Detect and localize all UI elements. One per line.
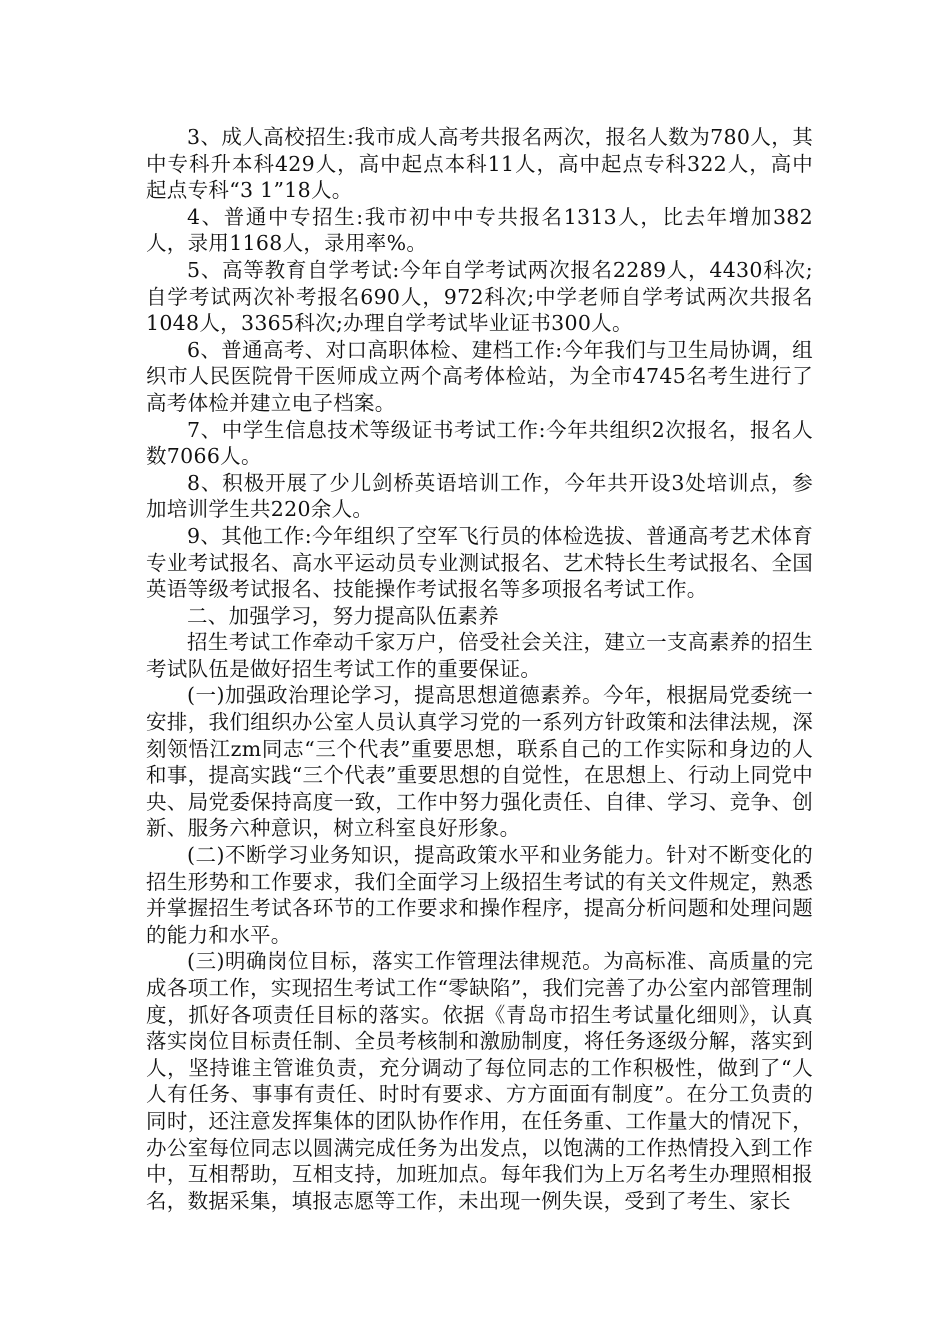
paragraph-physical-exam-archive: 6、普通高考、对口高职体检、建档工作:今年我们与卫生局协调，组织市人民医院骨干医师成立两个高考体检站，为全市4745名考生进行了高考体检并建立电子档案。 (146, 337, 813, 415)
paragraph-post-targets-management: (三)明确岗位目标，落实工作管理法律规范。为高标准、高质量的完成各项工作，实现招生考试工作“零缺陷”，我们完善了办公室内部管理制度，抓好各项责任目标的落实。依据《青岛市招生考试量化细则》，认真落实岗位目标责任制、全员考核制和激励制度，将任务逐级分解，落实到人，坚持谁主管谁负责，充分调动了每位同志的工作积极性，做到了“人人有任务、事事有责任、时时有要求、方方面面有制度”。在分工负责的同时，还注意发挥集体的团队协作作用，在任务重、工作量大的情况下，办公室每位同志以圆满完成任务为出发点，以饱满的工作热情投入到工作中，互相帮助，互相支持，加班加点。每年我们为上万名考生办理照相报名，数据采集，填报志愿等工作，未出现一例失误，受到了考生、家长 (146, 949, 813, 1213)
paragraph-secondary-vocational-enrollment: 4、普通中专招生:我市初中中专共报名1313人，比去年增加382人，录用1168人，录用率%。 (146, 204, 813, 256)
paragraph-other-work: 9、其他工作:今年组织了空军飞行员的体检选拔、普通高考艺术体育专业考试报名、高水平运动员专业测试报名、艺术特长生考试报名、全国英语等级考试报名、技能操作考试报名等多项报名考试工作。 (146, 523, 813, 602)
paragraph-political-theory-study: (一)加强政治理论学习，提高思想道德素养。今年，根据局党委统一安排，我们组织办公室人员认真学习党的一系列方针政策和法律法规，深刻领悟江zm同志“三个代表”重要思想，联系自己的工作实际和身边的人和事，提高实践“三个代表”重要思想的自觉性，在思想上、行动上同党中央、局党委保持高度一致，工作中努力强化责任、自律、学习、竞争、创新、服务六种意识，树立科室良好形象。 (146, 683, 813, 841)
paragraph-self-study-exam: 5、高等教育自学考试:今年自学考试两次报名2289人，4430科次;自学考试两次补考报名690人，972科次;中学老师自学考试两次共报名1048人，3365科次;办理自学考试毕业证书300人。 (146, 257, 813, 336)
paragraph-cambridge-english-training: 8、积极开展了少儿剑桥英语培训工作，今年共开设3处培训点，参加培训学生共220余人。 (146, 470, 813, 522)
paragraph-team-quality-intro: 招生考试工作牵动千家万户，倍受社会关注，建立一支高素养的招生考试队伍是做好招生考试工作的重要保证。 (146, 630, 813, 681)
paragraph-it-certificate-exam: 7、中学生信息技术等级证书考试工作:今年共组织2次报名，报名人数7066人。 (146, 417, 813, 469)
paragraph-business-knowledge-study: (二)不断学习业务知识，提高政策水平和业务能力。针对不断变化的招生形势和工作要求，我们全面学习上级招生考试的有关文件规定，熟悉并掌握招生考试各环节的工作要求和操作程序，提高分析问题和处理问题的能力和水平。 (146, 843, 813, 947)
paragraph-adult-college-enrollment: 3、成人高校招生:我市成人高考共报名两次，报名人数为780人，其中专科升本科429人，高中起点本科11人，高中起点专科322人，高中起点专科“3 1”18人。 (146, 125, 813, 203)
document-body (146, 124, 813, 1214)
section-heading-strengthen-learning: 二、加强学习，努力提高队伍素养 (187, 603, 499, 628)
